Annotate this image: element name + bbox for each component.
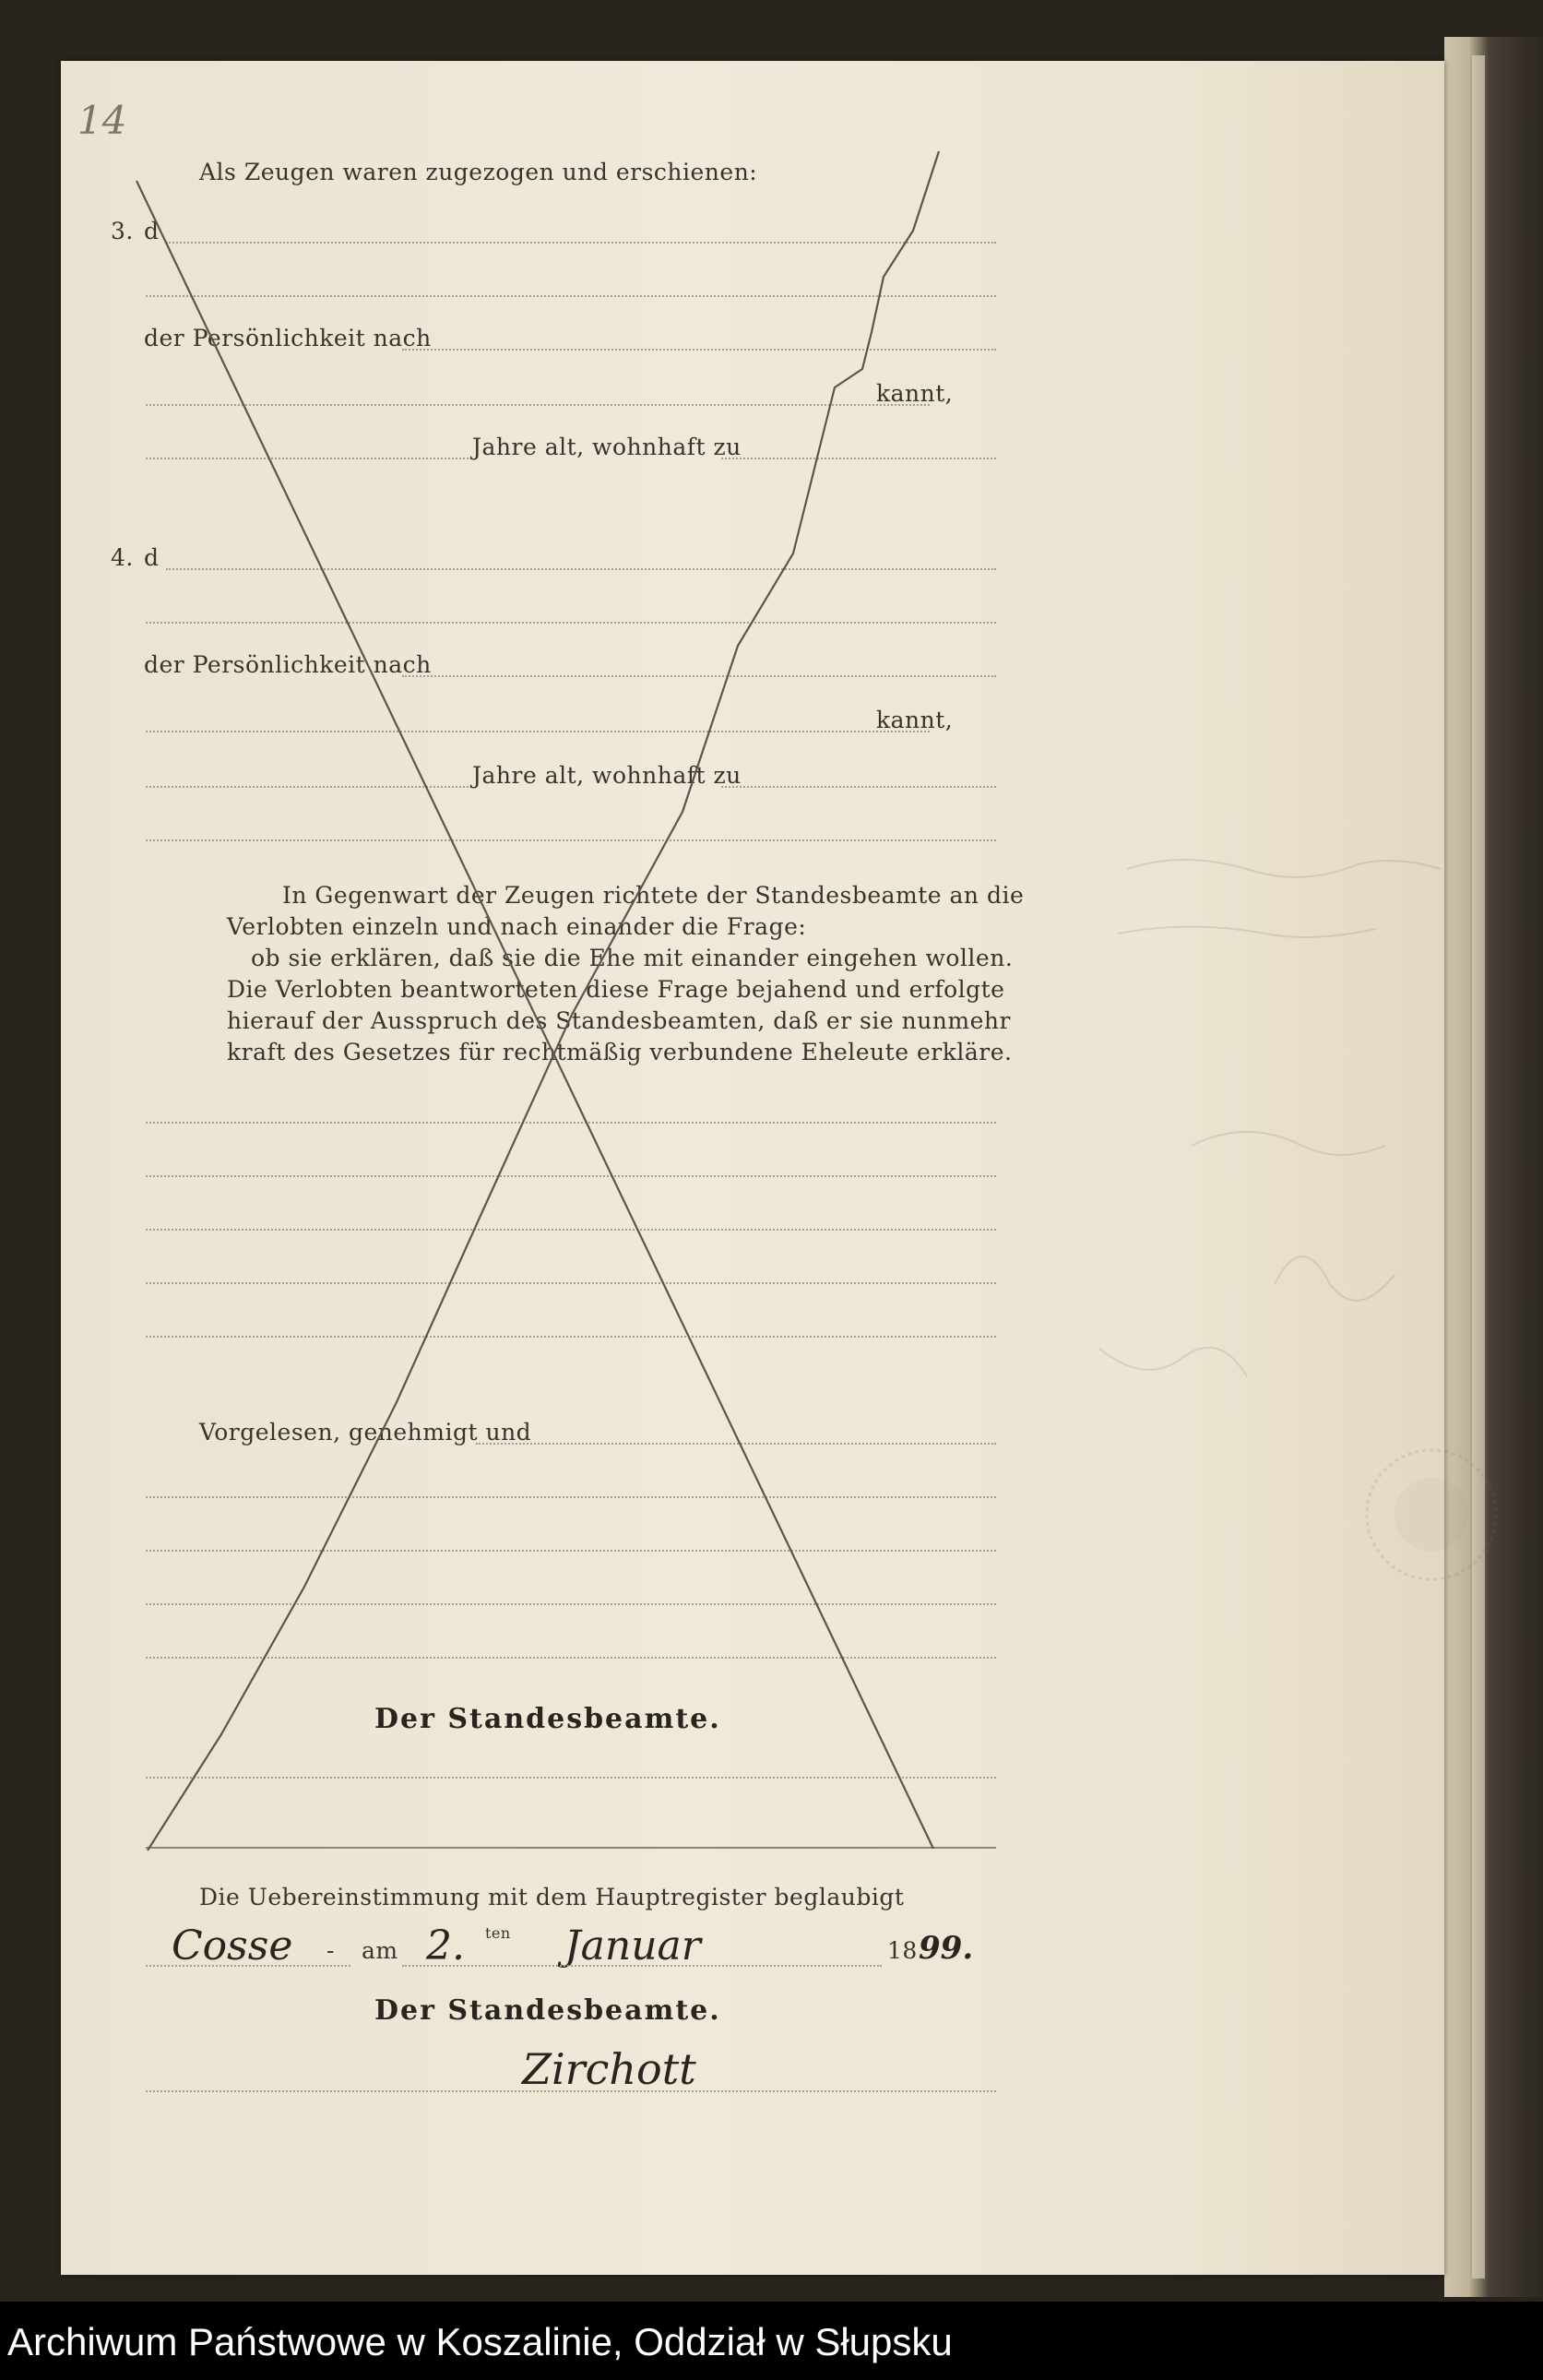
- witness3-number: 3.: [111, 218, 134, 244]
- certification-text: Die Uebereinstimmung mit dem Hauptregister beglaubigt: [199, 1884, 905, 1910]
- archive-footer-bar: [0, 2302, 1543, 2380]
- witness4-name-line: [166, 568, 996, 570]
- archive-footer-text: Archiwum Państwowe w Koszalinie, Oddział w Słupsku: [7, 2320, 953, 2363]
- witness4-age-line: [146, 786, 469, 788]
- witness4-known-suffix: kannt,: [876, 707, 954, 733]
- signature-line-2: [146, 1550, 996, 1552]
- witness4-line-2: [146, 622, 996, 624]
- registrar-title-2: Der Standesbeamte.: [374, 1994, 721, 2027]
- witness3-age-line: [146, 458, 469, 459]
- certification-day: 2.: [426, 1922, 465, 1969]
- witness4-known-line: [146, 731, 930, 732]
- registrar-solid-line: [146, 1847, 996, 1849]
- spacer-line: [146, 839, 996, 841]
- witness3-identity-label: der Persönlichkeit nach: [144, 325, 432, 351]
- witness3-line-2: [146, 295, 996, 297]
- certification-year-written: 99.: [919, 1930, 974, 1967]
- declaration-line-3: ob sie erklären, daß sie die Ehe mit einander eingehen wollen.: [251, 945, 1014, 971]
- witness3-name-line: [166, 242, 996, 244]
- witness3-prefix: d: [144, 218, 160, 244]
- declaration-line-5: hierauf der Ausspruch des Standesbeamten, daß er sie nunmehr: [227, 1007, 1011, 1034]
- certification-month: Januar: [564, 1922, 701, 1969]
- read-approved-line: [476, 1443, 996, 1445]
- registrar-signature: Zirchott: [522, 2044, 696, 2094]
- blank-line-4: [146, 1282, 996, 1284]
- blank-line-5: [146, 1336, 996, 1338]
- certification-place: Cosse: [172, 1922, 293, 1969]
- witness3-age-residence: Jahre alt, wohnhaft zu: [472, 434, 742, 460]
- declaration-line-1: In Gegenwart der Zeugen richtete der Standesbeamte an die: [282, 882, 1025, 909]
- signature-line-1: [146, 1496, 996, 1498]
- witness3-known-line: [146, 404, 930, 406]
- declaration-line-2: Verlobten einzeln und nach einander die Frage:: [227, 913, 807, 940]
- signature-line-4: [146, 1657, 996, 1659]
- book-binding: [1444, 37, 1543, 2297]
- witness4-age-residence: Jahre alt, wohnhaft zu: [472, 762, 742, 789]
- witness4-identity-label: der Persönlichkeit nach: [144, 651, 432, 678]
- page-number: 14: [77, 98, 127, 143]
- certification-place-line: [146, 1965, 350, 1967]
- witness3-residence-line: [721, 458, 996, 459]
- certification-dash: -: [326, 1937, 335, 1964]
- certification-am: am: [362, 1937, 398, 1964]
- read-approved-label: Vorgelesen, genehmigt und: [199, 1419, 532, 1446]
- registrar-signature-line: [146, 2090, 996, 2092]
- document-page: [61, 61, 1444, 2275]
- signature-line-3: [146, 1603, 996, 1605]
- registrar-line-1: [146, 1777, 996, 1779]
- blank-line-3: [146, 1229, 996, 1231]
- witness4-residence-line: [721, 786, 996, 788]
- witness4-identity-line: [402, 675, 996, 677]
- witness4-number: 4.: [111, 544, 134, 571]
- witnesses-heading: Als Zeugen waren zugezogen und erschienen:: [199, 159, 758, 185]
- witness4-prefix: d: [144, 544, 160, 571]
- declaration-line-4: Die Verlobten beantworteten diese Frage bejahend und erfolgte: [227, 976, 1005, 1003]
- certification-date-line: [402, 1965, 882, 1967]
- witness3-identity-line: [402, 349, 996, 351]
- blank-line-2: [146, 1175, 996, 1177]
- witness3-known-suffix: kannt,: [876, 380, 954, 407]
- certification-day-suffix: ten: [485, 1924, 511, 1942]
- declaration-line-6: kraft des Gesetzes für rechtmäßig verbundene Eheleute erkläre.: [227, 1039, 1013, 1065]
- registrar-title-1: Der Standesbeamte.: [374, 1703, 721, 1735]
- blank-line-1: [146, 1122, 996, 1124]
- certification-year-printed: 18: [887, 1937, 918, 1964]
- page-edge: [1472, 55, 1485, 2279]
